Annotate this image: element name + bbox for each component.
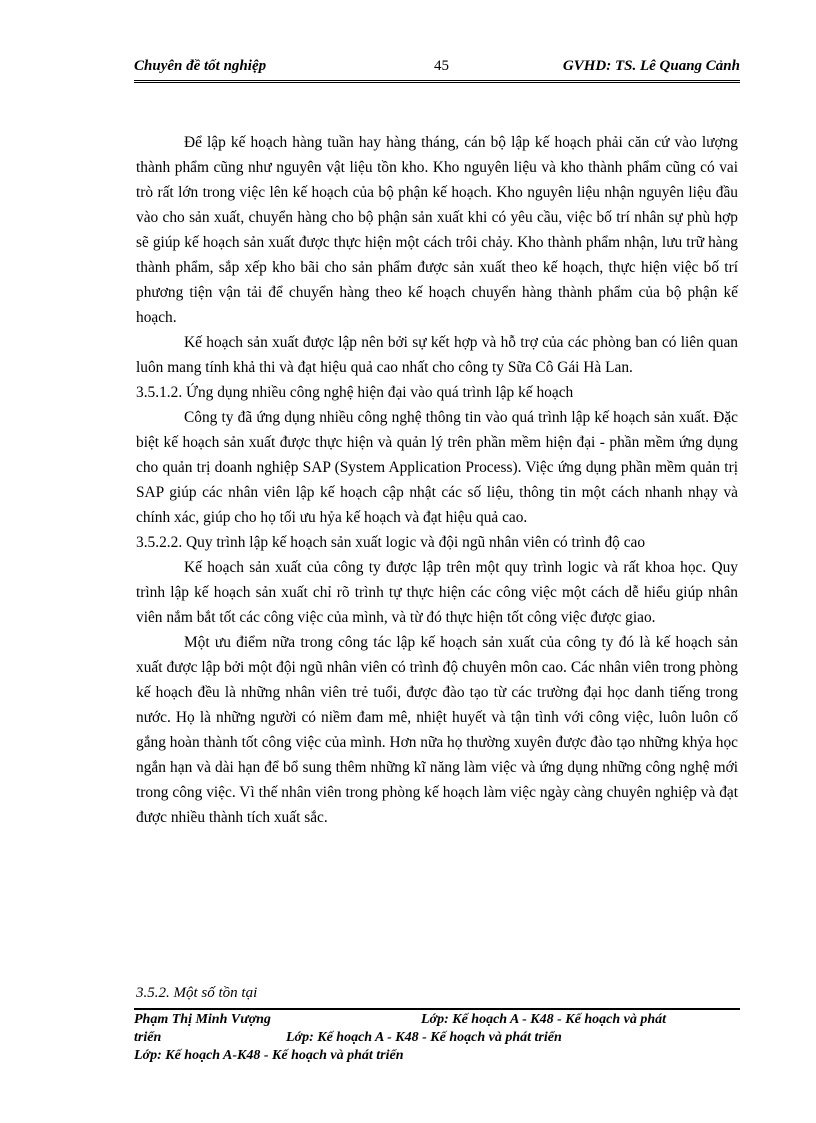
- subsection-heading: 3.5.1.2. Ứng dụng nhiều công nghệ hiện đại vào quá trình lập kế hoạch: [136, 384, 574, 401]
- footer-rule: [134, 1008, 740, 1010]
- header-title: Chuyên đề tốt nghiệp: [134, 58, 267, 74]
- subsection-heading: 3.5.2.2. Quy trình lập kế hoạch sản xuất logic và đội ngũ nhân viên có trình độ cao: [136, 534, 646, 551]
- header-supervisor: GVHD: TS. Lê Quang Cảnh: [562, 58, 740, 74]
- paragraph: Công ty đã ứng dụng nhiều công nghệ thông tin vào quá trình lập kế hoạch sản xuất. Đặc biệt kế hoạch sản xuất được thực hiện và quản lý trên phần mềm hiện đại - phần mềm ứng dụng cho quản trị doanh nghiệp SAP (System Application Process). Việc ứng dụng phần mềm quản trị SAP giúp các nhân viên lập kế hoạch cập nhật các số liệu, thông tin một cách nhanh nhạy và chính xác, giúp cho họ tối ưu hỷa kế hoạch và đạt hiệu quả cao.: [136, 409, 738, 526]
- paragraph: Kế hoạch sản xuất của công ty được lập trên một quy trình logic và rất khoa học. Quy trình lập kế hoạch sản xuất chỉ rõ trình tự thực hiện các công việc một cách dễ hiểu giúp nhân viên nắm bắt tốt các công việc của mình, và từ đó thực hiện tốt công việc được giao.: [136, 559, 738, 626]
- page-header: [134, 58, 740, 80]
- section-heading: 3.5.2. Một số tồn tại: [136, 985, 258, 1001]
- page-footer: [134, 1011, 740, 1065]
- footer-class-1: Lớp: Kế hoạch A - K48 - Kế hoạch và phát: [421, 1012, 666, 1027]
- footer-class-2: Lớp: Kế hoạch A - K48 - Kế hoạch và phát triển: [286, 1030, 562, 1045]
- footer-author: Phạm Thị Minh Vượng: [134, 1012, 271, 1027]
- body-text: [136, 130, 738, 830]
- footer-class-3: Lớp: Kế hoạch A-K48 - Kế hoạch và phát triển: [134, 1048, 404, 1063]
- paragraph: Để lập kế hoạch hàng tuần hay hàng tháng, cán bộ lập kế hoạch phải căn cứ vào lượng thành phẩm cũng như nguyên vật liệu tồn kho. Kho nguyên liệu và kho thành phẩm cũng có vai trò rất lớn trong việc lên kế hoạch của bộ phận kế hoạch. Kho nguyên liệu nhận nguyên liệu đầu vào cho sản xuất, chuyển hàng cho bộ phận sản xuất khi có yêu cầu, việc bố trí nhân sự phù hợp sẽ giúp kế hoạch sản xuất được thực hiện một cách trôi chảy. Kho thành phẩm nhận, lưu trữ hàng thành phẩm, sắp xếp kho bãi cho sản phẩm được sản xuất theo kế hoạch, thực hiện việc bố trí phương tiện vận tải để chuyển hàng theo kế hoạch chuyển hàng thành phẩm của bộ phận kế hoạch.: [136, 134, 738, 326]
- page-number: 45: [434, 58, 449, 74]
- paragraph: Kế hoạch sản xuất được lập nên bởi sự kết hợp và hỗ trợ của các phòng ban có liên quan luôn mang tính khả thi và đạt hiệu quả cao nhất cho công ty Sữa Cô Gái Hà Lan.: [136, 334, 738, 376]
- header-rule: [134, 80, 740, 83]
- footer-wrap-word: triển: [134, 1030, 162, 1045]
- paragraph: Một ưu điểm nữa trong công tác lập kế hoạch sản xuất của công ty đó là kế hoạch sản xuất được lập bởi một đội ngũ nhân viên có trình độ chuyên môn cao. Các nhân viên trong phòng kế hoạch đều là những nhân viên trẻ tuổi, được đào tạo từ các trường đại học danh tiếng trong nước. Họ là những người có niềm đam mê, nhiệt huyết và tận tình với công việc, luôn luôn cố gắng hoàn thành tốt công việc của mình. Hơn nữa họ thường xuyên được đào tạo những khỷa học ngắn hạn và dài hạn để bổ sung thêm những kĩ năng làm việc và ứng dụng những công nghệ mới trong công việc. Vì thế nhân viên trong phòng kế hoạch làm việc ngày càng chuyên nghiệp và đạt được nhiều thành tích xuất sắc.: [136, 634, 738, 826]
